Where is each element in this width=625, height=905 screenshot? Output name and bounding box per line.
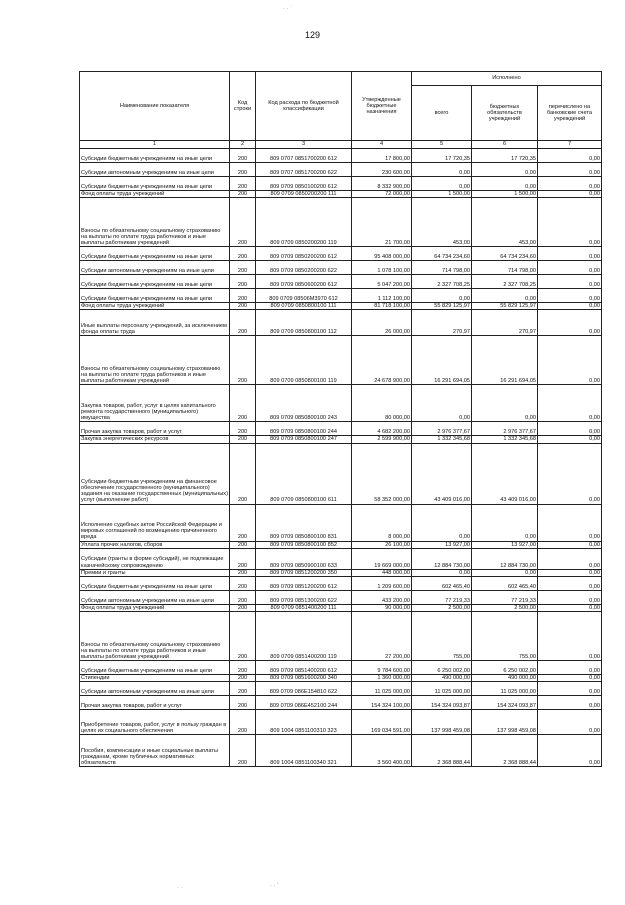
- table-row: [80, 548, 602, 569]
- row-transferred: 0,00: [538, 310, 602, 336]
- row-classification: 809 0709 0850800100 247: [256, 436, 352, 443]
- row-obligations: 755,00: [472, 612, 538, 661]
- table-row: [80, 569, 602, 576]
- row-name: Фонд оплаты труда учреждений: [80, 605, 230, 612]
- row-approved: 58 352 000,00: [352, 443, 412, 504]
- row-approved: 21 700,00: [352, 198, 412, 247]
- row-transferred: 0,00: [538, 177, 602, 191]
- row-transferred: 0,00: [538, 436, 602, 443]
- row-classification: 809 0709 0851600200 340: [256, 675, 352, 682]
- row-classification: 809 0709 0850900100 633: [256, 548, 352, 569]
- table-row: [80, 504, 602, 541]
- table-row: [80, 443, 602, 504]
- row-obligations: 43 409 016,00: [472, 443, 538, 504]
- row-classification: 809 0709 08506М3970 612: [256, 289, 352, 303]
- row-transferred: 0,00: [538, 261, 602, 275]
- row-obligations: 0,00: [472, 385, 538, 422]
- table-row: [80, 385, 602, 422]
- row-code: 200: [230, 275, 256, 289]
- row-total: 137 998 459,08: [412, 710, 472, 735]
- table-row: [80, 612, 602, 661]
- table-row: [80, 605, 602, 612]
- row-transferred: 0,00: [538, 696, 602, 710]
- table-row: [80, 163, 602, 177]
- row-transferred: 0,00: [538, 735, 602, 767]
- row-classification: 809 0709 0850200200 612: [256, 247, 352, 261]
- row-total: 490 000,00: [412, 675, 472, 682]
- row-name: Субсидии автономным учреждениям на иные цели: [80, 163, 230, 177]
- row-total: 13 927,00: [412, 541, 472, 548]
- row-obligations: 137 998 459,08: [472, 710, 538, 735]
- header-code: Код строки: [230, 72, 256, 141]
- row-name: Взносы по обязательному социальному страхованию на выплаты по оплате труда работников и иные выплаты работникам учреждений: [80, 198, 230, 247]
- row-transferred: 0,00: [538, 577, 602, 591]
- row-code: 200: [230, 163, 256, 177]
- row-obligations: 490 000,00: [472, 675, 538, 682]
- row-name: Субсидии (гранты в форме субсидий), не подлежащие казначейскому сопровождению: [80, 548, 230, 569]
- row-approved: 1 112 100,00: [352, 289, 412, 303]
- row-transferred: 0,00: [538, 422, 602, 436]
- row-obligations: 0,00: [472, 177, 538, 191]
- column-number: 4: [352, 141, 412, 149]
- row-name: Фонд оплаты труда учреждений: [80, 191, 230, 198]
- header-execution: Исполнено: [412, 72, 602, 86]
- row-name: Уплата прочих налогов, сборов: [80, 541, 230, 548]
- row-name: Субсидии автономным учреждениям на иные цели: [80, 261, 230, 275]
- row-name: Субсидии автономным учреждениям на иные цели: [80, 591, 230, 605]
- row-classification: 809 1004 0851100340 321: [256, 735, 352, 767]
- row-total: 453,00: [412, 198, 472, 247]
- row-name: Приобретение товаров, работ, услуг в пользу граждан в целях их социального обеспечения: [80, 710, 230, 735]
- row-code: 200: [230, 735, 256, 767]
- row-name: Иные выплаты персоналу учреждений, за исключением фонда оплаты труда: [80, 310, 230, 336]
- row-total: 0,00: [412, 289, 472, 303]
- table-row: [80, 289, 602, 303]
- row-name: Субсидии автономным учреждениям на иные цели: [80, 682, 230, 696]
- row-name: Субсидии бюджетным учреждениям на финансовое обеспечение государственного (муниципального) задания на оказание государственных (муниципальных) услуг (выполнение работ): [80, 443, 230, 504]
- table-row: [80, 577, 602, 591]
- table-row: [80, 436, 602, 443]
- table-row: [80, 735, 602, 767]
- table-row: [80, 591, 602, 605]
- table-row: [80, 682, 602, 696]
- row-transferred: 0,00: [538, 385, 602, 422]
- row-name: Прочая закупка товаров, работ и услуг: [80, 422, 230, 436]
- row-total: 43 409 016,00: [412, 443, 472, 504]
- row-code: 200: [230, 569, 256, 576]
- row-obligations: 55 829 125,97: [472, 303, 538, 310]
- row-name: Исполнение судебных актов Российской Федерации и мировых соглашений по возмещению причиненного вреда: [80, 504, 230, 541]
- row-code: 200: [230, 612, 256, 661]
- column-number: 7: [538, 141, 602, 149]
- row-transferred: 0,00: [538, 443, 602, 504]
- column-number: 5: [412, 141, 472, 149]
- row-approved: 230 600,00: [352, 163, 412, 177]
- row-total: 55 829 125,97: [412, 303, 472, 310]
- row-obligations: 1 500,00: [472, 191, 538, 198]
- row-total: 0,00: [412, 177, 472, 191]
- row-total: 0,00: [412, 385, 472, 422]
- row-approved: 8 000,00: [352, 504, 412, 541]
- row-approved: 95 408 000,00: [352, 247, 412, 261]
- row-name: Субсидии бюджетным учреждениям на иные цели: [80, 289, 230, 303]
- row-code: 200: [230, 710, 256, 735]
- row-name: Взносы по обязательному социальному страхованию на выплаты по оплате труда работников и иные выплаты работникам учреждений: [80, 336, 230, 385]
- row-approved: 1 078 100,00: [352, 261, 412, 275]
- row-approved: 90 000,00: [352, 605, 412, 612]
- row-classification: 809 0709 0850800100 611: [256, 443, 352, 504]
- row-classification: 809 0709 0850100200 612: [256, 177, 352, 191]
- row-code: 200: [230, 289, 256, 303]
- row-obligations: 77 219,33: [472, 591, 538, 605]
- row-code: 200: [230, 422, 256, 436]
- row-approved: 26 000,00: [352, 310, 412, 336]
- row-classification: 809 1004 0851100310 323: [256, 710, 352, 735]
- row-approved: 26 100,00: [352, 541, 412, 548]
- scan-noise: · · ˙: [283, 6, 293, 12]
- row-total: 64 734 234,60: [412, 247, 472, 261]
- row-obligations: 2 327 708,25: [472, 275, 538, 289]
- table-row: [80, 310, 602, 336]
- row-approved: 11 025 000,00: [352, 682, 412, 696]
- row-classification: 809 0709 0851400200 612: [256, 661, 352, 675]
- row-code: 200: [230, 261, 256, 275]
- row-transferred: 0,00: [538, 710, 602, 735]
- table-row: [80, 198, 602, 247]
- row-total: 17 720,35: [412, 149, 472, 163]
- row-name: Субсидии бюджетным учреждениям на иные цели: [80, 577, 230, 591]
- row-name: Премии и гранты: [80, 569, 230, 576]
- row-classification: 809 0709 0851400200 119: [256, 612, 352, 661]
- row-classification: 809 0707 0851700200 612: [256, 149, 352, 163]
- header-transferred: перечислено на банковские счета учреждений: [538, 86, 602, 141]
- row-name: Стипендии: [80, 675, 230, 682]
- row-code: 200: [230, 436, 256, 443]
- row-approved: 169 034 591,00: [352, 710, 412, 735]
- row-classification: 809 0709 0851400200 111: [256, 605, 352, 612]
- row-transferred: 0,00: [538, 591, 602, 605]
- row-total: 16 291 694,05: [412, 336, 472, 385]
- row-transferred: 0,00: [538, 247, 602, 261]
- row-code: 200: [230, 504, 256, 541]
- column-number: 1: [80, 141, 230, 149]
- row-code: 200: [230, 675, 256, 682]
- column-number: 3: [256, 141, 352, 149]
- row-name: Субсидии бюджетным учреждениям на иные цели: [80, 661, 230, 675]
- table-row: [80, 661, 602, 675]
- row-total: 0,00: [412, 504, 472, 541]
- table-row: [80, 710, 602, 735]
- row-obligations: 1 332 345,68: [472, 436, 538, 443]
- row-obligations: 154 324 093,87: [472, 696, 538, 710]
- row-name: Субсидии бюджетным учреждениям на иные цели: [80, 177, 230, 191]
- row-approved: 448 000,00: [352, 569, 412, 576]
- row-classification: 809 0707 0851700200 622: [256, 163, 352, 177]
- row-name: Взносы по обязательному социальному страхованию на выплаты по оплате труда работников и иные выплаты работникам учреждений: [80, 612, 230, 661]
- row-code: 200: [230, 303, 256, 310]
- row-total: 602 465,40: [412, 577, 472, 591]
- page-number: 129: [304, 30, 321, 40]
- row-transferred: 0,00: [538, 612, 602, 661]
- row-transferred: 0,00: [538, 191, 602, 198]
- row-transferred: 0,00: [538, 682, 602, 696]
- row-total: 12 884 730,00: [412, 548, 472, 569]
- column-number: 6: [472, 141, 538, 149]
- row-code: 200: [230, 385, 256, 422]
- row-approved: 24 678 900,00: [352, 336, 412, 385]
- row-approved: 2 599 900,00: [352, 436, 412, 443]
- row-name: Субсидии бюджетным учреждениям на иные цели: [80, 247, 230, 261]
- scan-noise: · ·: [177, 885, 183, 891]
- row-obligations: 453,00: [472, 198, 538, 247]
- row-total: 6 250 002,00: [412, 661, 472, 675]
- table-row: [80, 675, 602, 682]
- budget-execution-table: [79, 71, 602, 767]
- row-approved: 72 000,00: [352, 191, 412, 198]
- row-name: Закупка товаров, работ, услуг в целях капитального ремонта государственного (муниципального) имущества: [80, 385, 230, 422]
- row-classification: 809 0709 0851200200 612: [256, 577, 352, 591]
- row-total: 2 368 888,44: [412, 735, 472, 767]
- table-row: [80, 303, 602, 310]
- row-approved: 27 200,00: [352, 612, 412, 661]
- row-obligations: 16 291 694,05: [472, 336, 538, 385]
- row-classification: 809 0709 0850600200 612: [256, 275, 352, 289]
- row-code: 200: [230, 443, 256, 504]
- row-total: 714 798,00: [412, 261, 472, 275]
- row-obligations: 12 884 730,00: [472, 548, 538, 569]
- row-total: 2 976 377,67: [412, 422, 472, 436]
- row-code: 200: [230, 336, 256, 385]
- row-classification: 809 0709 0851300200 622: [256, 591, 352, 605]
- table-row: [80, 696, 602, 710]
- row-code: 200: [230, 247, 256, 261]
- row-approved: 5 047 200,00: [352, 275, 412, 289]
- table-row: [80, 149, 602, 163]
- row-total: 77 219,33: [412, 591, 472, 605]
- header-name: Наименование показателя: [80, 72, 230, 141]
- row-code: 200: [230, 177, 256, 191]
- row-transferred: 0,00: [538, 303, 602, 310]
- row-classification: 809 0709 0850800100 119: [256, 336, 352, 385]
- row-approved: 433 200,00: [352, 591, 412, 605]
- row-obligations: 2 368 888,44: [472, 735, 538, 767]
- row-classification: 809 0709 0851200200 350: [256, 569, 352, 576]
- table-body: [80, 149, 602, 767]
- row-transferred: 0,00: [538, 275, 602, 289]
- row-code: 200: [230, 541, 256, 548]
- table-row: [80, 191, 602, 198]
- row-obligations: 714 798,00: [472, 261, 538, 275]
- row-obligations: 2 500,00: [472, 605, 538, 612]
- row-approved: 154 324 100,00: [352, 696, 412, 710]
- row-name: Фонд оплаты труда учреждений: [80, 303, 230, 310]
- row-code: 200: [230, 661, 256, 675]
- row-classification: 809 0709 0850200200 111: [256, 191, 352, 198]
- row-total: 154 324 093,87: [412, 696, 472, 710]
- table-row: [80, 422, 602, 436]
- row-obligations: 2 976 377,67: [472, 422, 538, 436]
- row-name: Прочая закупка товаров, работ и услуг: [80, 696, 230, 710]
- table-row: [80, 177, 602, 191]
- row-obligations: 0,00: [472, 504, 538, 541]
- row-total: 0,00: [412, 569, 472, 576]
- row-name: Закупка энергетических ресурсов: [80, 436, 230, 443]
- row-transferred: 0,00: [538, 569, 602, 576]
- table-row: [80, 541, 602, 548]
- row-code: 200: [230, 591, 256, 605]
- header-approved: Утвержденные бюджетные назначения: [352, 72, 412, 141]
- row-total: 1 332 345,68: [412, 436, 472, 443]
- row-obligations: 0,00: [472, 289, 538, 303]
- header-classification: Код расхода по бюджетной классификации: [256, 72, 352, 141]
- row-classification: 809 0709 0850800100 831: [256, 504, 352, 541]
- row-transferred: 0,00: [538, 605, 602, 612]
- row-name: Субсидии бюджетным учреждениям на иные цели: [80, 149, 230, 163]
- row-classification: 809 0709 0850200200 119: [256, 198, 352, 247]
- row-approved: 8 332 900,00: [352, 177, 412, 191]
- row-approved: 17 800,00: [352, 149, 412, 163]
- row-obligations: 6 250 002,00: [472, 661, 538, 675]
- table-row: [80, 261, 602, 275]
- column-number: 2: [230, 141, 256, 149]
- row-total: 2 500,00: [412, 605, 472, 612]
- row-obligations: 13 927,00: [472, 541, 538, 548]
- row-code: 200: [230, 548, 256, 569]
- row-approved: 3 560 400,00: [352, 735, 412, 767]
- row-transferred: 0,00: [538, 163, 602, 177]
- row-code: 200: [230, 696, 256, 710]
- row-total: 11 025 000,00: [412, 682, 472, 696]
- row-transferred: 0,00: [538, 149, 602, 163]
- row-classification: 809 0709 0850800100 244: [256, 422, 352, 436]
- row-classification: 809 0709 0850200200 622: [256, 261, 352, 275]
- row-obligations: 602 465,40: [472, 577, 538, 591]
- row-approved: 1 209 600,00: [352, 577, 412, 591]
- row-obligations: 0,00: [472, 163, 538, 177]
- row-approved: 80 000,00: [352, 385, 412, 422]
- row-total: 0,00: [412, 163, 472, 177]
- row-approved: 19 669 000,00: [352, 548, 412, 569]
- row-transferred: 0,00: [538, 675, 602, 682]
- row-transferred: 0,00: [538, 336, 602, 385]
- table-row: [80, 275, 602, 289]
- row-obligations: 270,97: [472, 310, 538, 336]
- row-total: 755,00: [412, 612, 472, 661]
- row-code: 200: [230, 198, 256, 247]
- table-row: [80, 336, 602, 385]
- row-code: 200: [230, 191, 256, 198]
- row-code: 200: [230, 149, 256, 163]
- row-total: 1 500,00: [412, 191, 472, 198]
- row-name: Пособия, компенсации и иные социальные выплаты гражданам, кроме публичных нормативных обязательств: [80, 735, 230, 767]
- scan-noise: · · ': [270, 883, 279, 889]
- row-classification: 809 0709 0850800100 243: [256, 385, 352, 422]
- row-approved: 81 718 100,00: [352, 303, 412, 310]
- row-obligations: 17 720,35: [472, 149, 538, 163]
- row-code: 200: [230, 605, 256, 612]
- row-approved: 1 360 000,00: [352, 675, 412, 682]
- row-obligations: 11 025 000,00: [472, 682, 538, 696]
- row-code: 200: [230, 577, 256, 591]
- row-transferred: 0,00: [538, 541, 602, 548]
- row-transferred: 0,00: [538, 289, 602, 303]
- row-classification: 809 0709 086Е154810 622: [256, 682, 352, 696]
- row-total: 270,97: [412, 310, 472, 336]
- row-name: Субсидии бюджетным учреждениям на иные цели: [80, 275, 230, 289]
- row-approved: 9 784 600,00: [352, 661, 412, 675]
- header-obligations: бюджетных обязательств учреждений: [472, 86, 538, 141]
- row-total: 2 327 708,25: [412, 275, 472, 289]
- row-transferred: 0,00: [538, 504, 602, 541]
- column-number-row: [80, 141, 602, 149]
- row-classification: 809 0709 0850800100 111: [256, 303, 352, 310]
- row-transferred: 0,00: [538, 661, 602, 675]
- row-approved: 4 682 200,00: [352, 422, 412, 436]
- row-obligations: 0,00: [472, 569, 538, 576]
- row-transferred: 0,00: [538, 198, 602, 247]
- row-code: 200: [230, 682, 256, 696]
- row-classification: 809 0709 086Е452100 244: [256, 696, 352, 710]
- row-transferred: 0,00: [538, 548, 602, 569]
- row-obligations: 64 734 234,60: [472, 247, 538, 261]
- table-row: [80, 247, 602, 261]
- row-classification: 809 0709 0850800100 852: [256, 541, 352, 548]
- header-total: всего: [412, 86, 472, 141]
- row-classification: 809 0709 0850800100 112: [256, 310, 352, 336]
- row-code: 200: [230, 310, 256, 336]
